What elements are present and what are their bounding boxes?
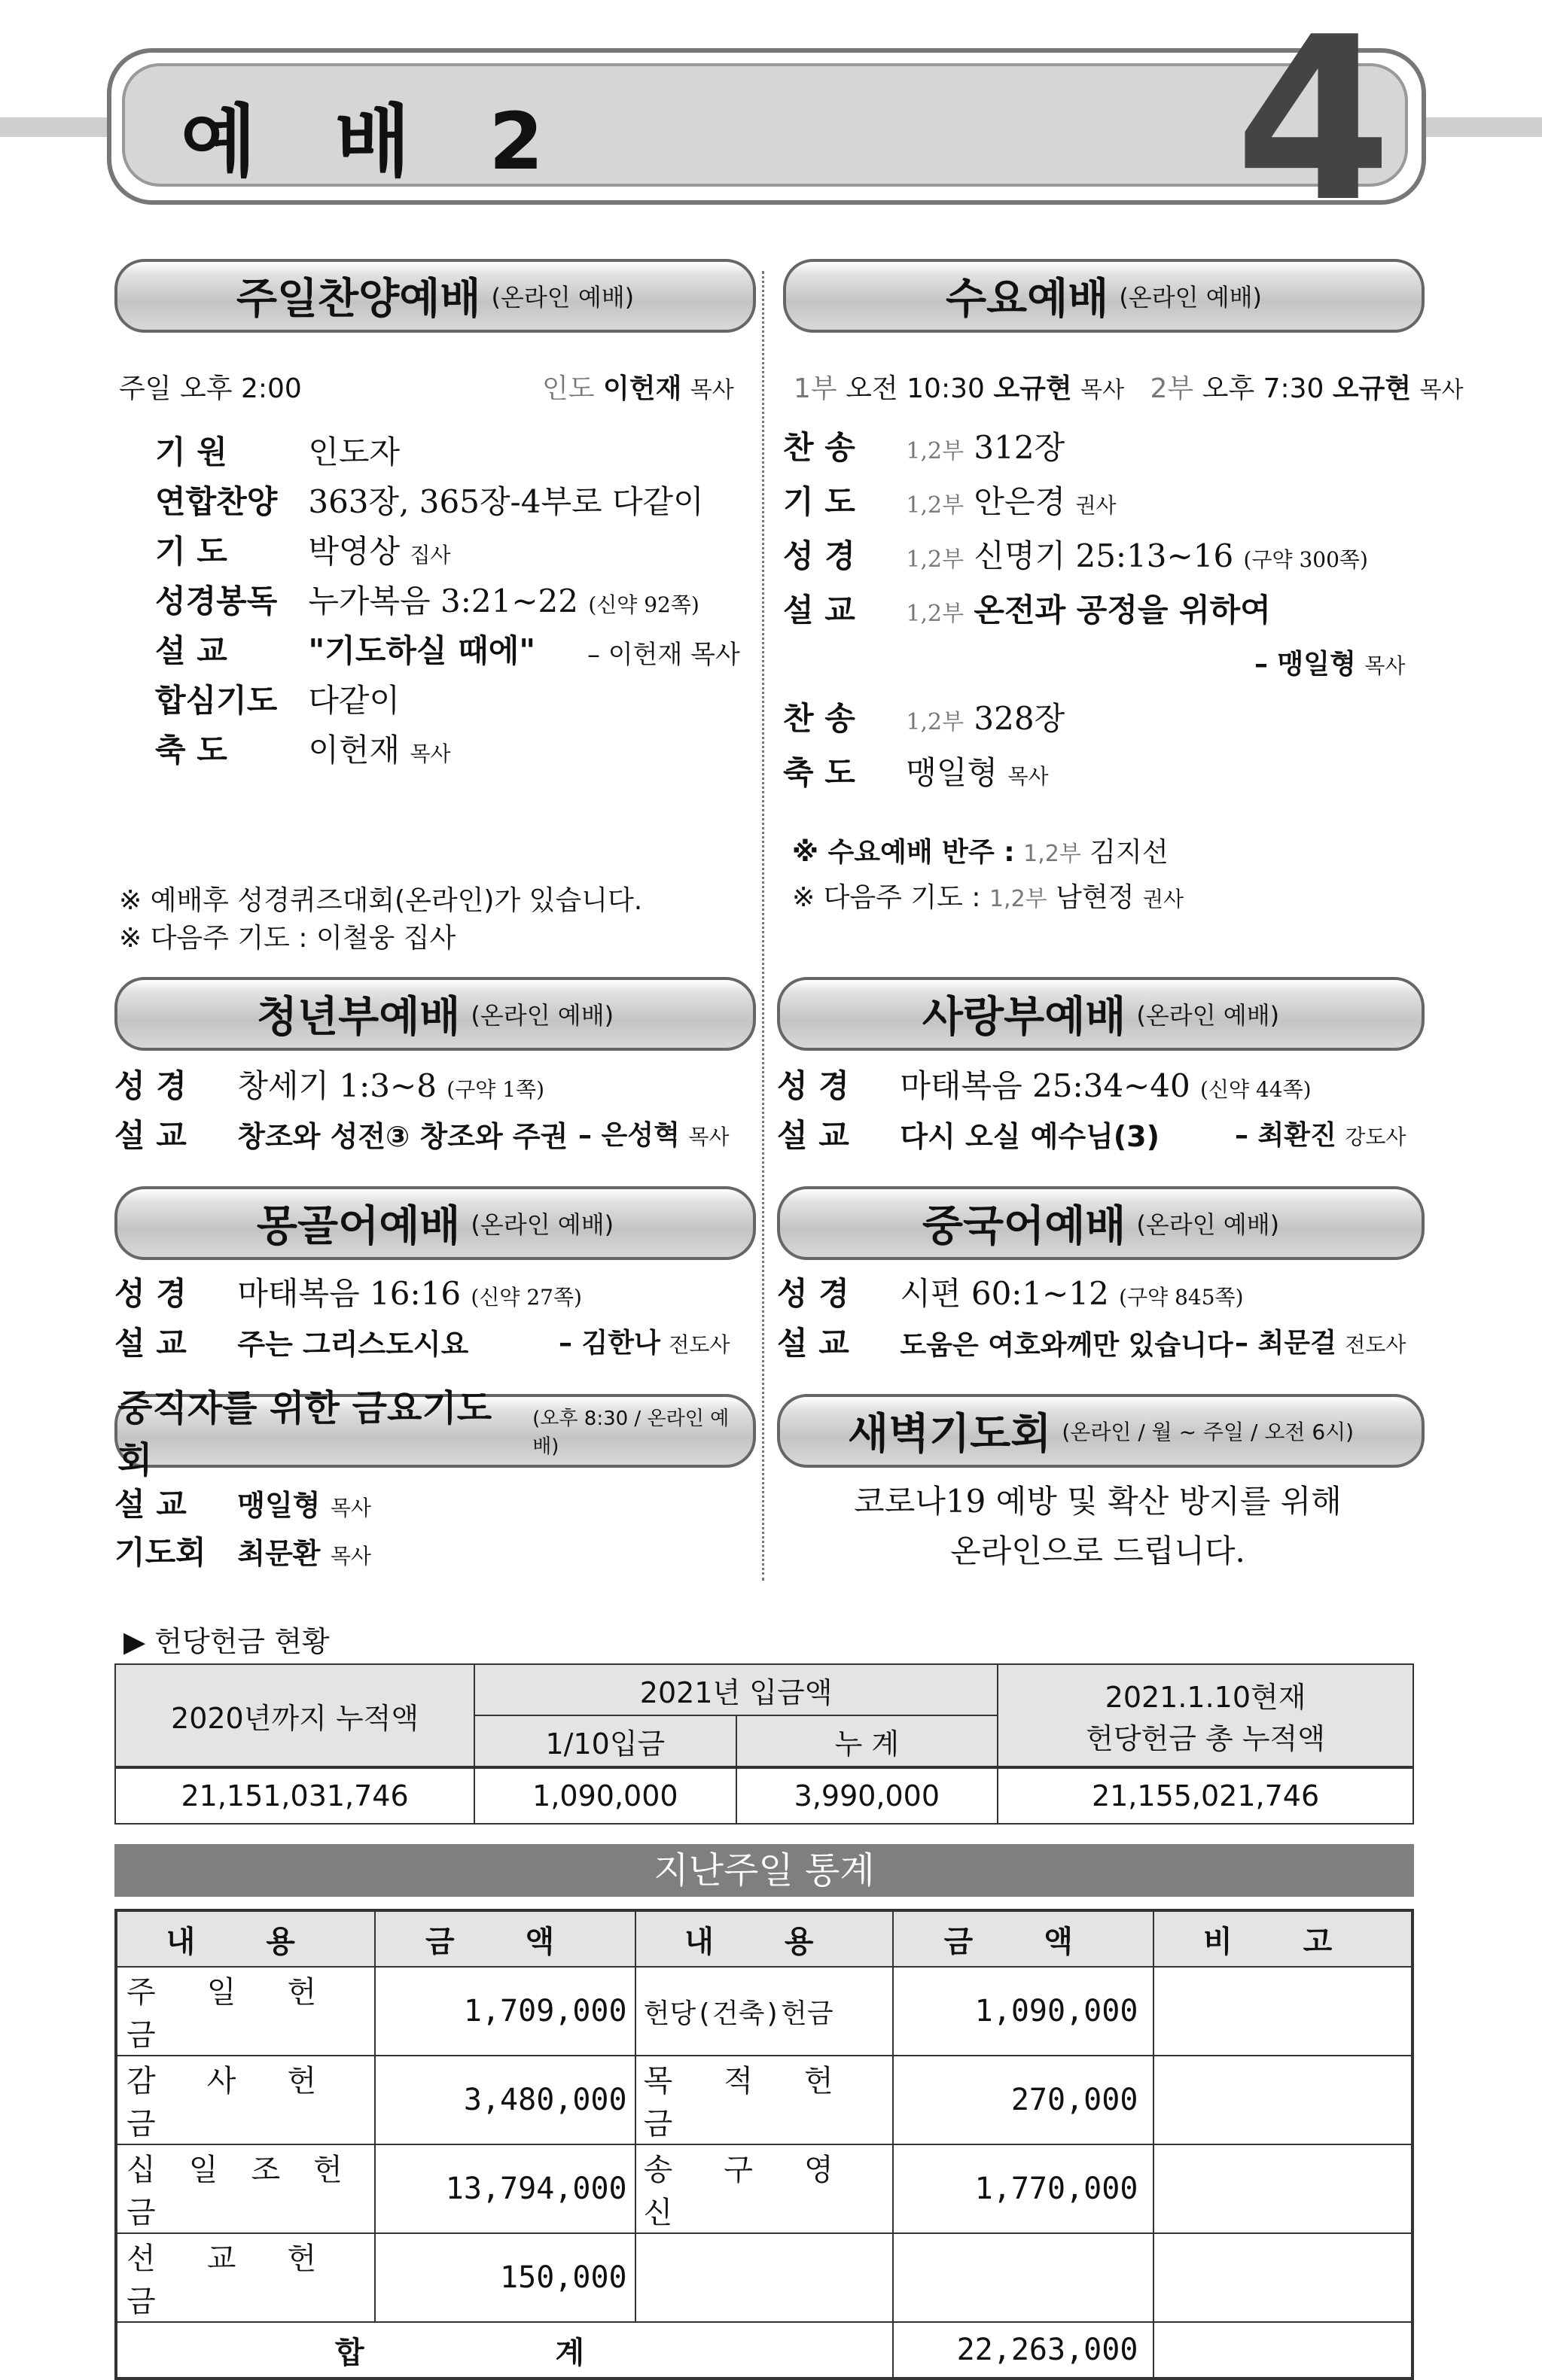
part-label: 2부 bbox=[1150, 373, 1194, 404]
offering-header-line: 2021.1.10현재 bbox=[1105, 1681, 1306, 1714]
offering-value: 21,151,031,746 bbox=[115, 1767, 474, 1824]
stats-cell: 3,480,000 bbox=[375, 2056, 635, 2144]
stats-header: 내 용 bbox=[635, 1910, 894, 1967]
chinese-scripture bbox=[777, 1269, 1244, 1314]
row-value: 맹일형 bbox=[906, 754, 998, 791]
row-label: 합심기도 bbox=[155, 682, 278, 719]
row-value: 328장 bbox=[974, 700, 1065, 737]
stats-cell: 1,709,000 bbox=[375, 1967, 635, 2056]
section-header-youth bbox=[114, 977, 756, 1051]
section-title: 몽골어예배 bbox=[256, 1202, 461, 1251]
preacher-name: – 맹일형 bbox=[1254, 649, 1356, 680]
preacher-title: 목사 bbox=[688, 1125, 730, 1149]
offering-header: 누 계 bbox=[736, 1715, 998, 1767]
offering-header bbox=[998, 1664, 1413, 1767]
section-subtitle: (온라인 예배) bbox=[1136, 1001, 1280, 1030]
row-value: 인도자 bbox=[308, 434, 401, 470]
row-part: 1,2부 bbox=[906, 546, 965, 573]
sunday-row bbox=[155, 726, 451, 771]
page-title: 예 배 2 bbox=[181, 96, 569, 187]
leader-title: 목사 bbox=[690, 377, 734, 403]
row-label: 기 도 bbox=[155, 533, 227, 570]
row-value: 도움은 여호와께만 있습니다 bbox=[900, 1330, 1233, 1361]
preacher-name: – 김한나 bbox=[559, 1328, 660, 1359]
row-label: 설 교 bbox=[155, 632, 227, 669]
row-value: 창조와 성전③ 창조와 주권 bbox=[237, 1120, 568, 1153]
offering-header: 2021년 입금액 bbox=[474, 1664, 998, 1715]
row-value: 주는 그리스도시요 bbox=[237, 1328, 469, 1361]
row-value: 누가복음 3:21~22 bbox=[308, 583, 578, 619]
section-title: 청년부예배 bbox=[256, 993, 461, 1042]
note-name: 남현정 bbox=[1056, 882, 1135, 913]
preacher-title: 전도사 bbox=[669, 1332, 730, 1357]
row-value: 박영상 bbox=[308, 533, 401, 570]
wednesday-row bbox=[783, 531, 1368, 577]
page-number: 4 bbox=[1235, 0, 1392, 251]
leader-info bbox=[542, 367, 734, 406]
row-value: 맹일형 bbox=[237, 1489, 321, 1522]
stats-cell bbox=[635, 2233, 894, 2322]
note-title: 권사 bbox=[1142, 887, 1184, 912]
mongolian-sermon bbox=[114, 1319, 468, 1364]
note-part: 1,2부 bbox=[1023, 841, 1081, 867]
youth-preacher bbox=[578, 1114, 729, 1152]
row-label: 찬 송 bbox=[783, 429, 855, 466]
section-title: 중국어예배 bbox=[922, 1202, 1126, 1251]
friday-sermon bbox=[114, 1480, 371, 1525]
section-header-wednesday bbox=[783, 259, 1425, 333]
row-extra: 목사 bbox=[330, 1496, 371, 1520]
offering-value: 21,155,021,746 bbox=[998, 1767, 1413, 1824]
love-preacher bbox=[1235, 1114, 1406, 1152]
offering-table bbox=[114, 1663, 1414, 1825]
sunday-row bbox=[155, 577, 699, 622]
stats-cell: 270,000 bbox=[893, 2056, 1153, 2144]
stats-total: 22,263,000 bbox=[893, 2322, 1153, 2378]
row-value: 안은경 bbox=[974, 483, 1066, 520]
sunday-row bbox=[155, 428, 400, 473]
stats-cell: 송 구 영 신 bbox=[635, 2144, 894, 2233]
row-value: 신명기 25:13~16 bbox=[974, 537, 1234, 574]
part-label: 1부 bbox=[794, 373, 837, 404]
row-extra: (구약 300쪽) bbox=[1243, 547, 1368, 572]
stats-cell: 150,000 bbox=[375, 2233, 635, 2322]
wednesday-row bbox=[783, 477, 1117, 522]
row-part: 1,2부 bbox=[906, 709, 965, 735]
preacher-title: 전도사 bbox=[1345, 1332, 1406, 1357]
section-title: 주일찬양예배 bbox=[236, 275, 481, 324]
wednesday-note bbox=[792, 876, 1184, 915]
wednesday-row bbox=[783, 694, 1065, 739]
sunday-row bbox=[155, 477, 704, 522]
section-subtitle: (온라인 예배) bbox=[1136, 1210, 1280, 1239]
row-value: 시편 60:1~12 bbox=[900, 1275, 1109, 1312]
row-value: "기도하실 때에" bbox=[308, 632, 536, 669]
love-sermon bbox=[777, 1111, 1160, 1156]
stats-cell: 1,770,000 bbox=[893, 2144, 1153, 2233]
row-label: 기 원 bbox=[155, 434, 227, 470]
leader-label: 인도 bbox=[542, 373, 595, 404]
stats-cell: 13,794,000 bbox=[375, 2144, 635, 2233]
stats-cell bbox=[1153, 2056, 1412, 2144]
offering-header: 1/10입금 bbox=[474, 1715, 736, 1767]
mongolian-scripture bbox=[114, 1269, 582, 1314]
stats-header: 비 고 bbox=[1153, 1910, 1412, 1967]
stats-cell: 십 일 조 헌 금 bbox=[116, 2144, 375, 2233]
stats-cell: 감 사 헌 금 bbox=[116, 2056, 375, 2144]
preacher-title: 강도사 bbox=[1345, 1125, 1406, 1149]
row-extra: (신약 44쪽) bbox=[1200, 1077, 1312, 1102]
row-label: 설 교 bbox=[777, 1325, 849, 1362]
offering-value: 3,990,000 bbox=[736, 1767, 998, 1824]
offering-header: 2020년까지 누적액 bbox=[115, 1664, 474, 1767]
row-label: 설 교 bbox=[114, 1325, 187, 1362]
pastor-title: 목사 bbox=[1080, 377, 1125, 403]
row-value: 최문환 bbox=[237, 1537, 321, 1570]
wednesday-note bbox=[792, 831, 1169, 869]
row-label: 설 교 bbox=[114, 1486, 187, 1523]
section-title: 수요예배 bbox=[945, 275, 1109, 324]
preacher-title: 목사 bbox=[1364, 653, 1406, 678]
sunday-row bbox=[155, 626, 535, 671]
section-header-chinese bbox=[777, 1186, 1425, 1260]
row-part: 1,2부 bbox=[906, 492, 965, 519]
row-extra: (신약 92쪽) bbox=[588, 592, 699, 617]
wednesday-row bbox=[783, 748, 1049, 793]
section-subtitle: (온라인 예배) bbox=[471, 1210, 614, 1239]
row-value: 마태복음 16:16 bbox=[237, 1275, 462, 1312]
sunday-note: ※ 예배후 성경퀴즈대회(온라인)가 있습니다. bbox=[119, 885, 643, 916]
wednesday-times bbox=[794, 367, 1464, 406]
chinese-preacher bbox=[1235, 1322, 1406, 1360]
row-extra: 권사 bbox=[1075, 493, 1117, 518]
wednesday-row bbox=[783, 586, 1271, 631]
stats-cell: 주 일 헌 금 bbox=[116, 1967, 375, 2056]
row-label: 설 교 bbox=[114, 1117, 187, 1154]
row-label: 설 교 bbox=[777, 1117, 849, 1154]
time: 오후 7:30 bbox=[1202, 373, 1324, 404]
row-label: 성 경 bbox=[777, 1067, 849, 1104]
section-subtitle: (온라인 / 월 ~ 주일 / 오전 6시) bbox=[1062, 1420, 1355, 1444]
row-value: 다시 오실 예수님(3) bbox=[900, 1120, 1160, 1153]
stats-header: 금 액 bbox=[893, 1910, 1153, 1967]
row-value: 마태복음 25:34~40 bbox=[900, 1067, 1190, 1104]
stats-cell: 헌당(건축)헌금 bbox=[635, 1967, 894, 2056]
chinese-sermon bbox=[777, 1319, 1233, 1364]
service-time: 주일 오후 2:00 bbox=[119, 373, 302, 404]
note-text: ※ 수요예배 반주 : bbox=[792, 837, 1015, 868]
row-label: 성 경 bbox=[114, 1067, 187, 1104]
note-text: ※ 다음주 기도 : bbox=[792, 882, 981, 913]
row-value: 다같이 bbox=[308, 682, 401, 719]
youth-scripture bbox=[114, 1061, 544, 1106]
section-header-mongolian bbox=[114, 1186, 756, 1260]
stats-cell: 1,090,000 bbox=[893, 1967, 1153, 2056]
offering-header-line: 헌당헌금 총 누적액 bbox=[1086, 1722, 1325, 1755]
sunday-note: ※ 다음주 기도 : 이철웅 집사 bbox=[119, 923, 456, 954]
row-label: 성경봉독 bbox=[155, 583, 278, 619]
love-scripture bbox=[777, 1061, 1312, 1106]
stats-cell bbox=[1153, 1967, 1412, 2056]
section-header-love bbox=[777, 977, 1425, 1051]
stats-cell bbox=[1153, 2322, 1412, 2378]
row-extra: 집사 bbox=[410, 543, 451, 568]
row-extra: 목사 bbox=[330, 1544, 371, 1569]
section-title: 사랑부예배 bbox=[922, 993, 1126, 1042]
stats-cell bbox=[893, 2233, 1153, 2322]
stats-title: 지난주일 통계 bbox=[114, 1844, 1414, 1897]
preacher-name: – 은성혁 bbox=[578, 1120, 680, 1151]
section-header-dawn bbox=[777, 1394, 1425, 1468]
section-subtitle: (온라인 예배) bbox=[1119, 283, 1263, 312]
time: 오전 10:30 bbox=[846, 373, 985, 404]
row-label: 연합찬양 bbox=[155, 483, 278, 520]
sunday-row bbox=[155, 676, 400, 721]
row-label: 성 경 bbox=[114, 1275, 187, 1312]
row-part: 1,2부 bbox=[906, 438, 965, 464]
leader-name: 이헌재 bbox=[603, 373, 682, 404]
row-label: 축 도 bbox=[783, 754, 855, 791]
preacher-name: – 최환진 bbox=[1235, 1120, 1336, 1151]
section-subtitle: (온라인 예배) bbox=[471, 1001, 614, 1030]
row-label: 설 교 bbox=[783, 592, 855, 628]
row-label: 성 경 bbox=[777, 1275, 849, 1312]
stats-cell bbox=[1153, 2233, 1412, 2322]
stats-header: 내 용 bbox=[116, 1910, 375, 1967]
dawn-line: 코로나19 예방 및 확산 방지를 위해 bbox=[854, 1483, 1342, 1520]
sunday-preacher: – 이헌재 목사 bbox=[587, 640, 740, 670]
dawn-line: 온라인으로 드립니다. bbox=[950, 1532, 1245, 1569]
row-extra: 목사 bbox=[1007, 764, 1049, 789]
row-extra: 목사 bbox=[410, 741, 451, 766]
row-extra: (구약 845쪽) bbox=[1119, 1285, 1244, 1310]
section-header-friday bbox=[114, 1387, 756, 1481]
row-value: 이헌재 bbox=[308, 732, 401, 768]
row-label: 기 도 bbox=[783, 483, 855, 520]
row-value: 363장, 365장-4부로 다같이 bbox=[308, 483, 704, 520]
section-subtitle: (오후 8:30 / 온라인 예배) bbox=[532, 1408, 730, 1458]
preacher-name: – 최문걸 bbox=[1235, 1328, 1336, 1359]
wednesday-preacher bbox=[1254, 643, 1405, 681]
stats-cell: 선 교 헌 금 bbox=[116, 2233, 375, 2322]
note-name: 김지선 bbox=[1089, 837, 1169, 868]
offering-heading: ▶ 헌당헌금 현황 bbox=[123, 1625, 330, 1658]
pastor: 오규현 bbox=[1332, 373, 1412, 404]
mongolian-preacher bbox=[559, 1322, 730, 1360]
note-part: 1,2부 bbox=[989, 886, 1047, 912]
stats-header: 금 액 bbox=[375, 1910, 635, 1967]
row-extra: (구약 1쪽) bbox=[446, 1077, 545, 1102]
section-title: 중직자를 위한 금요기도회 bbox=[117, 1387, 492, 1481]
sunday-row bbox=[155, 527, 451, 572]
pastor: 오규현 bbox=[993, 373, 1072, 404]
row-label: 축 도 bbox=[155, 732, 227, 768]
stats-table bbox=[114, 1909, 1414, 2380]
row-value: 창세기 1:3~8 bbox=[237, 1067, 437, 1104]
row-label: 찬 송 bbox=[783, 700, 855, 737]
wednesday-row bbox=[783, 423, 1065, 468]
stats-total-label: 합 계 bbox=[116, 2322, 893, 2378]
youth-sermon bbox=[114, 1111, 568, 1156]
row-label: 성 경 bbox=[783, 537, 855, 574]
stats-cell bbox=[1153, 2144, 1412, 2233]
offering-value: 1,090,000 bbox=[474, 1767, 736, 1824]
row-label: 기도회 bbox=[114, 1534, 206, 1571]
stats-cell: 목 적 헌 금 bbox=[635, 2056, 894, 2144]
pastor-title: 목사 bbox=[1419, 377, 1464, 403]
column-divider bbox=[762, 271, 764, 1581]
row-part: 1,2부 bbox=[906, 601, 965, 627]
row-value: 312장 bbox=[974, 429, 1065, 466]
section-title: 새벽기도회 bbox=[847, 1410, 1052, 1459]
row-value: 온전과 공정을 위하여 bbox=[974, 592, 1271, 628]
friday-prayer bbox=[114, 1528, 371, 1573]
row-extra: (신약 27쪽) bbox=[471, 1285, 582, 1310]
section-header-sunday bbox=[114, 259, 756, 333]
section-subtitle: (온라인 예배) bbox=[491, 283, 635, 312]
